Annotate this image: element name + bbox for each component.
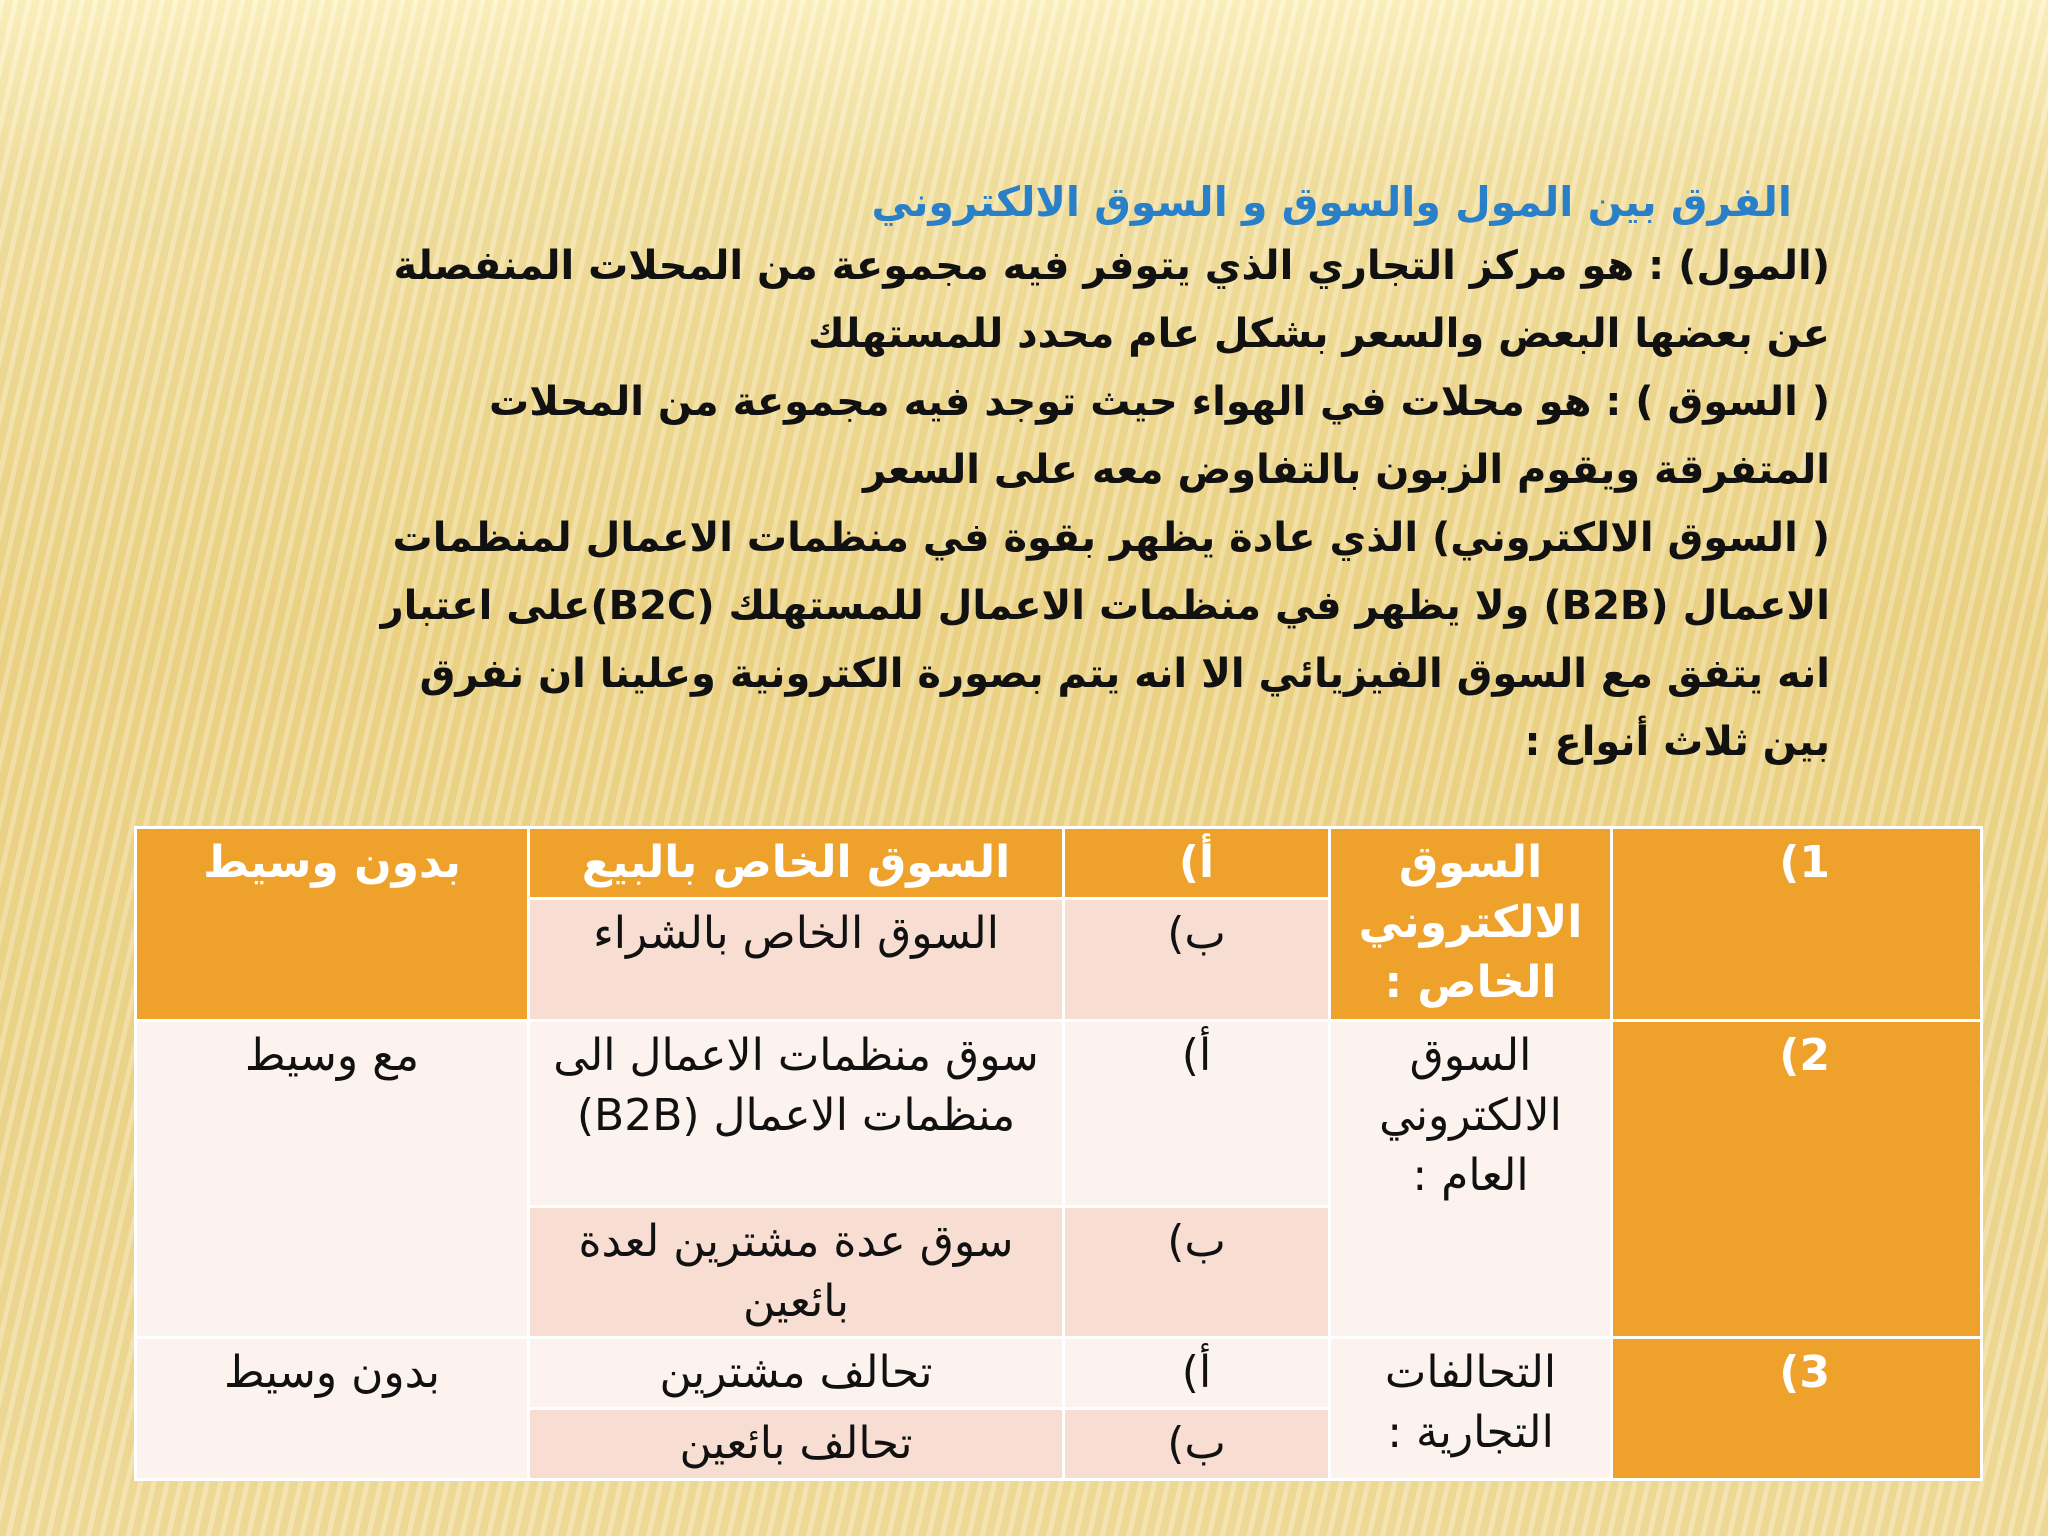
market-definition: ( السوق ) : هو محلات في الهواء حيث توجد فيه مجموعة من المحلات المتفرقة ويقوم الزبون بالتفاوض معه على السعر	[489, 379, 1830, 493]
sub-letter: أ)	[1064, 1021, 1330, 1207]
mediator: مع وسيط	[136, 1021, 529, 1338]
slide-title: الفرق بين المول والسوق و السوق الالكتروني	[871, 178, 1792, 226]
sub-name: سوق منظمات الاعمال الى منظمات الاعمال (B2B)	[529, 1021, 1064, 1207]
market-type: السوق الالكتروني العام :	[1330, 1021, 1612, 1338]
sub-name: تحالف مشترين	[529, 1338, 1064, 1409]
text-block	[340, 172, 1830, 776]
sub-name: السوق الخاص بالشراء	[529, 899, 1064, 1021]
sub-letter: ب)	[1064, 1409, 1330, 1480]
emarket-types-table	[134, 826, 1983, 1481]
table-row	[136, 1021, 1982, 1207]
mall-definition: (المول) : هو مركز التجاري الذي يتوفر فيه مجموعة من المحلات المنفصلة عن بعضها البعض والسعر بشكل عام محدد للمستهلك	[393, 243, 1830, 357]
row-number: 1)	[1612, 828, 1982, 1021]
mediator: بدون وسيط	[136, 1338, 529, 1480]
table-row	[136, 1338, 1982, 1409]
sub-name: السوق الخاص بالبيع	[529, 828, 1064, 899]
sub-letter: أ)	[1064, 1338, 1330, 1409]
row-number: 3)	[1612, 1338, 1982, 1480]
table-row	[136, 828, 1982, 899]
sub-letter: ب)	[1064, 899, 1330, 1021]
row-number: 2)	[1612, 1021, 1982, 1338]
sub-letter: ب)	[1064, 1207, 1330, 1338]
emarket-definition: ( السوق الالكتروني) الذي عادة يظهر بقوة في منظمات الاعمال لمنظمات الاعمال (B2B) ولا يظهر في منظمات الاعمال للمستهلك (B2C)على اعتبار انه يتفق مع السوق الفيزيائي الا انه يتم بصورة الكترونية وعلينا ان نفرق بين ثلاث أنواع :	[380, 515, 1830, 765]
market-type: التحالفات التجارية :	[1330, 1338, 1612, 1480]
sub-letter: أ)	[1064, 828, 1330, 899]
sub-name: تحالف بائعين	[529, 1409, 1064, 1480]
mediator: بدون وسيط	[136, 828, 529, 1021]
market-type: السوق الالكتروني الخاص :	[1330, 828, 1612, 1021]
sub-name: سوق عدة مشترين لعدة بائعين	[529, 1207, 1064, 1338]
